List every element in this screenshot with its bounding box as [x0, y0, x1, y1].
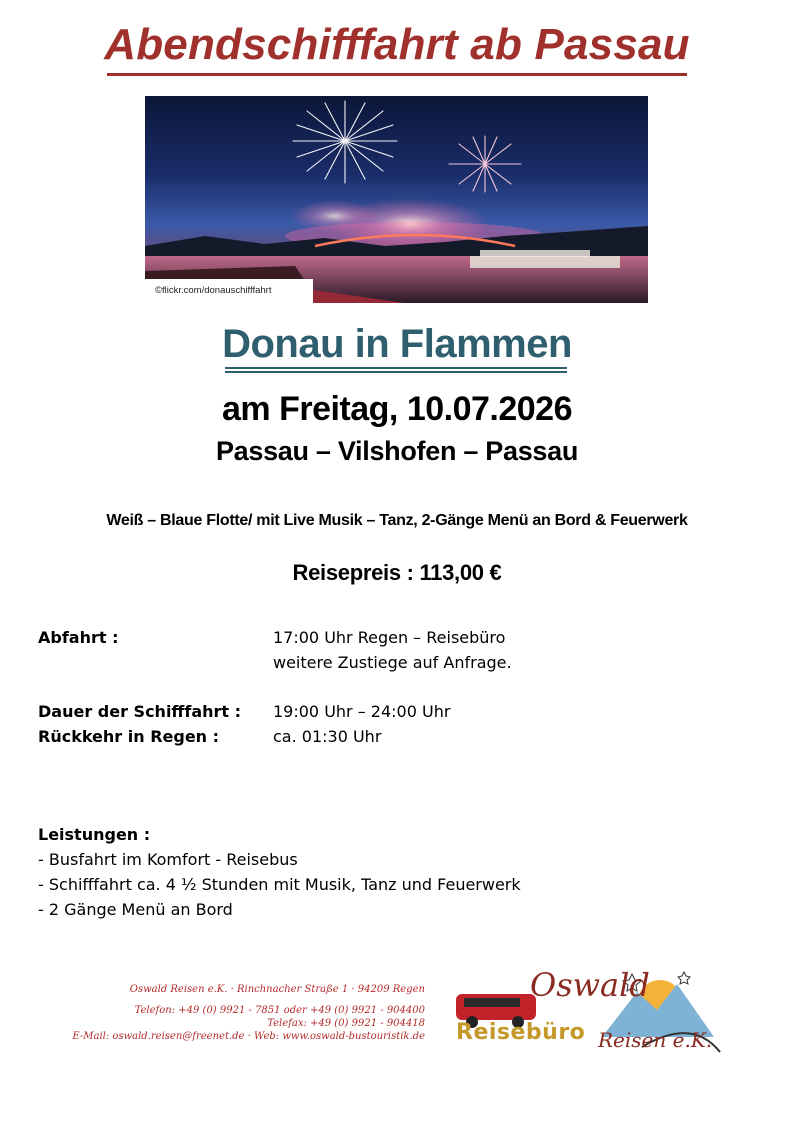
event-title-underline-2: [225, 371, 567, 373]
company-contact: [72, 983, 425, 1043]
fireworks-illustration: [145, 96, 648, 303]
company-fax: Telefax: +49 (0) 9921 - 904418: [267, 1018, 425, 1029]
event-title-underline: [225, 367, 567, 369]
logo-suffix: Reisen e.K.: [598, 1028, 713, 1052]
services-heading: Leistungen :: [38, 825, 151, 844]
company-email-web: E-Mail: oswald.reisen@freenet.de · Web: www.oswald-bustouristik.de: [72, 1031, 425, 1042]
return-value: ca. 01:30 Uhr: [273, 727, 382, 746]
list-item: - 2 Gänge Menü an Bord: [38, 900, 233, 919]
title-underline: [107, 73, 687, 76]
logo-line: Reisebüro: [456, 1020, 586, 1045]
event-date: am Freitag, 10.07.2026: [221, 390, 572, 428]
services-section: [38, 822, 521, 922]
departure-note: weitere Zustiege auf Anfrage.: [273, 653, 512, 672]
return-label: Rückkehr in Regen :: [38, 727, 220, 746]
event-route: Passau – Vilshofen – Passau: [215, 436, 579, 466]
departure-value: 17:00 Uhr Regen – Reisebüro: [273, 628, 506, 647]
company-phone: Telefon: +49 (0) 9921 - 7851 oder +49 (0) 9921 - 904400: [134, 1005, 425, 1016]
page-title: Abendschifffahrt ab Passau: [104, 20, 690, 69]
departure-label: Abfahrt :: [38, 628, 119, 647]
logo-brand: Oswald: [530, 966, 650, 1004]
event-title: Donau in Flammen: [222, 322, 572, 366]
event-description: Weiß – Blaue Flotte/ mit Live Musik – Tanz, 2-Gänge Menü an Bord & Feuerwerk: [106, 512, 688, 529]
duration-label: Dauer der Schifffahrt :: [38, 702, 242, 721]
company-address: Oswald Reisen e.K. · Rinchnacher Straße 1 · 94209 Regen: [129, 984, 425, 995]
price: Reisepreis : 113,00 €: [292, 560, 502, 585]
duration-value: 19:00 Uhr – 24:00 Uhr: [273, 702, 451, 721]
photo-credit: ©flickr.com/donauschifffahrt: [145, 279, 313, 303]
fireworks-photo: [145, 96, 648, 303]
company-logo: [452, 962, 722, 1062]
list-item: - Schifffahrt ca. 4 ½ Stunden mit Musik, Tanz und Feuerwerk: [38, 875, 521, 894]
list-item: - Busfahrt im Komfort - Reisebus: [38, 850, 298, 869]
